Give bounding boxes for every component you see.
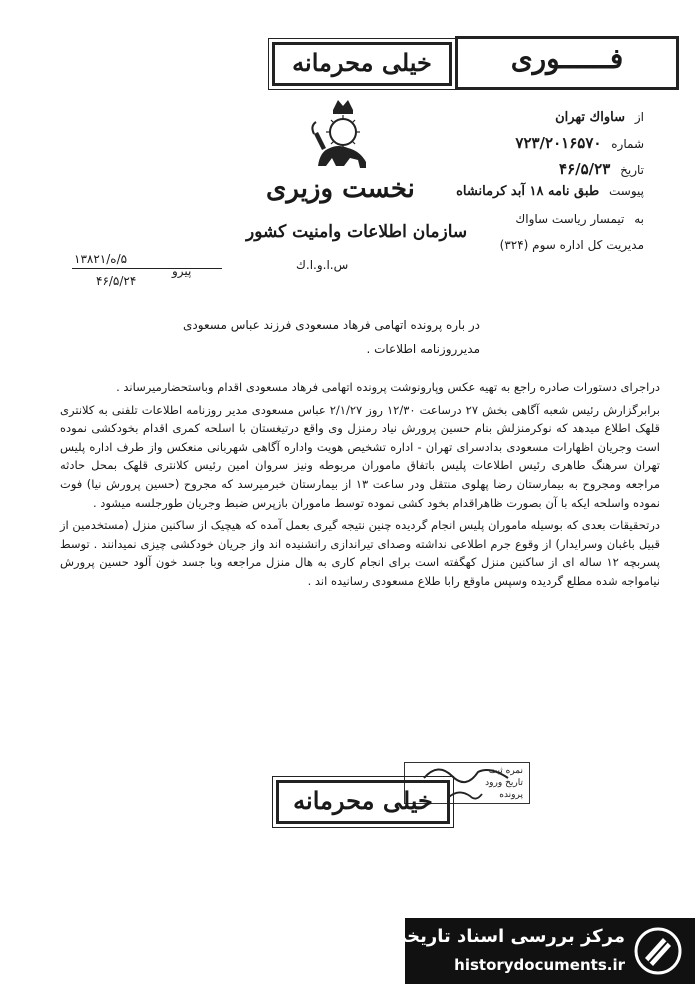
watermark-logo — [388, 918, 695, 984]
watermark-url: historydocuments.ir — [454, 956, 625, 974]
attachment-label: پیوست — [609, 184, 644, 198]
from-label: از — [634, 110, 644, 124]
ref-date — [96, 274, 136, 288]
number-label: شماره — [611, 137, 644, 151]
subject-line-1 — [183, 318, 480, 332]
office-ref-text: س.ا.و.ا.ك — [296, 258, 349, 272]
to-value: تیمسار ریاست ساواك — [515, 212, 625, 226]
to-row — [515, 212, 644, 226]
top-secret-stamp-top-text: خیلی محرمانه — [292, 48, 432, 77]
top-secret-stamp-top — [272, 42, 452, 86]
receipt-line-2: تاریخ ورود — [485, 778, 523, 788]
ref-number — [74, 252, 127, 266]
attachment-row — [456, 184, 644, 199]
to-label: به — [634, 212, 644, 226]
office-ref — [296, 258, 348, 272]
date-value: ۴۶/۵/۲۳ — [559, 160, 611, 178]
lion-and-sun-emblem-icon — [308, 96, 378, 176]
number-value: ۷۲۳/۲۰۱۶۵۷۰ — [515, 134, 602, 152]
watermark-title: مرکز بررسی اسناد تاریخی — [388, 926, 625, 947]
from-row — [555, 110, 644, 125]
ref-divider — [72, 268, 222, 269]
number-row — [515, 134, 644, 152]
department-text: مدیریت کل اداره سوم (۳۲۴) — [499, 238, 644, 252]
receipt-line-3: پرونده — [499, 790, 523, 800]
body-paragraph-2: برابرگزارش رئیس شعبه آگاهی بخش ۲۷ درساعت ۱۲/۳۰ روز ۲/۱/۲۷ عباس مسعودی مدیر روزنامه اطلاعات تلفنی به کلانتری قلهک اطلاع میدهد که نوکرمنزلش بنام حسین پرورش نیاد رمنزل وی واقع درتیغستان با اسلحه کمری اقدام بخودکشی نموده است وجریان اظهارات مسعودی بدادسرای تهران - اداره تشخیص هویت واداره آگاهی شهربانی منعکس واز طرف اداره پلیس تهران سرهنگ طاهری رئیس اطلاعات پلیس باتفاق ماموران مربوطه ونیز سروان امین رئیس کلانتری قلهک بمحل حادثه مراجعه ومجروح به بیمارستان رضا پهلوی منتقل ودر ساعت ۱۳ از بیمارستان خبرمیرسد که مجروح (حسین پرورش نیا) فوت نموده واسلحه ایکه با آن بصورت ظاهراقدام بخود کشی نموده توسط ماموران بازپرس ضبط وجریان طورجلسه میشود . — [60, 402, 660, 510]
top-secret-stamp-bottom-text: خیلی محرمانه — [293, 786, 433, 815]
subject-line-1-text: در باره پرونده اتهامی فرهاد مسعودی فرزند عباس مسعودی — [183, 318, 480, 332]
subject-line-2 — [366, 342, 480, 356]
receipt-line-1: نمره ثبت — [488, 766, 523, 776]
org-title-text: نخست وزیری — [266, 174, 415, 204]
org-subtitle — [246, 222, 467, 242]
body-paragraph-1: دراجرای دستورات صادره راجع به تهیه عکس وپارونوشت پرونده اتهامی فرهاد مسعودی اقدام وباستحضارمیرساند . — [116, 380, 660, 394]
department-line — [500, 238, 644, 252]
subject-line-2-text: مدیرروزنامه اطلاعات . — [366, 342, 480, 356]
from-value: ساواك تهران — [555, 110, 626, 125]
top-secret-stamp-bottom — [276, 780, 450, 824]
org-title — [266, 174, 415, 204]
body-paragraph-3: درتحقیقات بعدی که بوسیله ماموران پلیس انجام گردیده چنین نتیجه گیری بعمل آمده که هیچیک از ساکنین منزل (مستخدمین از قبیل باغبان وسرایدار) از وقوع جرم اطلاعی نداشته وصدای تیراندازی رانشنیده اند واز جریان خودکشی چیزی نمیدانند . توسط پسربچه ۱۲ ساله ای از ساکنین منزل کهگفته است برای انجام کاری به هال منزل مراجعه وبا جسد خون آلود حسین پرورش نیامواجه شده مطلع گردیده وسپس ماوقع رابا طلاع مسعودی رسانیده اند . — [60, 518, 661, 588]
ref-number-text: ۵/ه/۱۳۸۲۱ — [74, 252, 128, 266]
ref-prefix-text: پیرو — [172, 264, 192, 278]
org-subtitle-text: سازمان اطلاعات وامنیت کشور — [246, 222, 468, 242]
urgent-stamp-text: فــــــورى — [510, 42, 624, 75]
ref-prefix — [172, 264, 191, 278]
urgent-stamp — [455, 36, 679, 90]
date-row — [559, 160, 644, 178]
ref-date-text: ۴۶/۵/۲۴ — [96, 274, 137, 288]
attachment-value: طبق نامه ۱۸ آبد کرمانشاه — [456, 184, 600, 199]
letter-body — [60, 378, 660, 595]
archive-logo-icon — [633, 926, 683, 976]
date-label: تاریخ — [620, 163, 644, 177]
